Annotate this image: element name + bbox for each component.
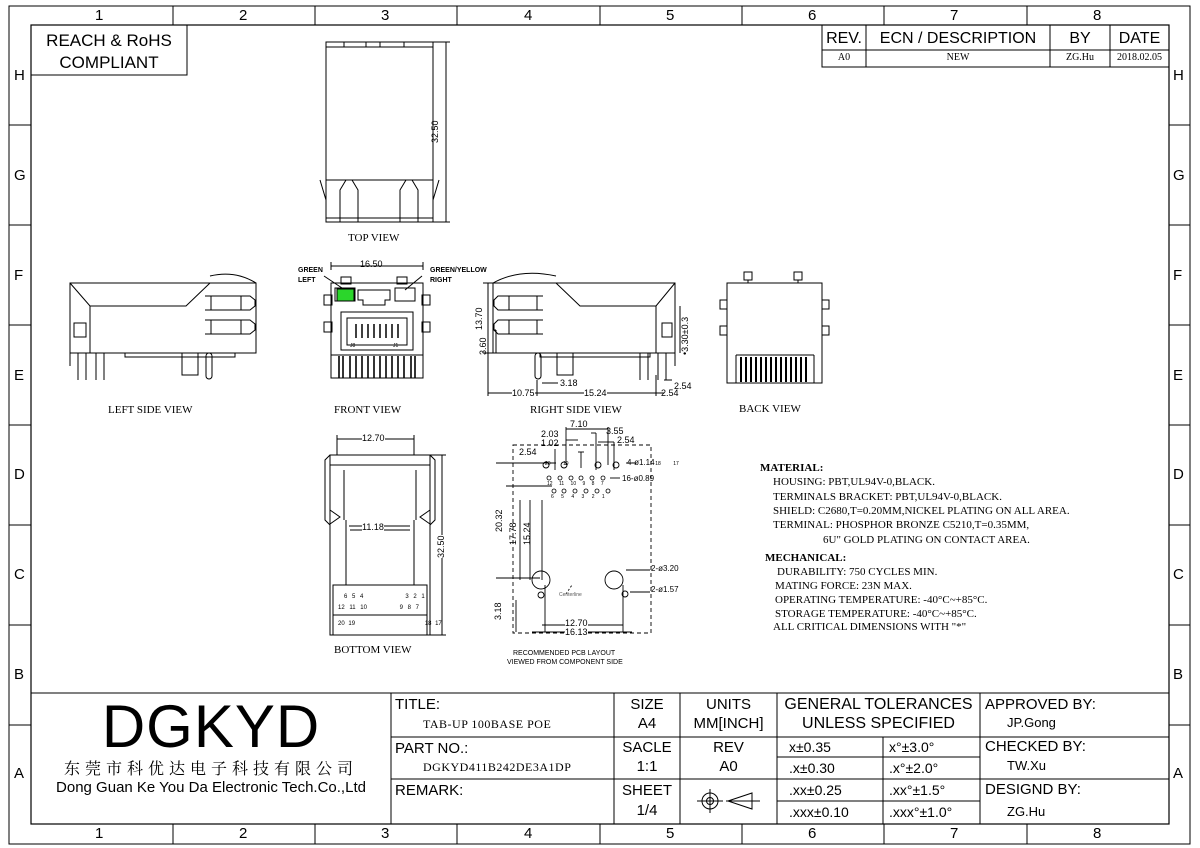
row-label: B [1173,666,1184,683]
rev-label: REV [713,739,744,756]
dim-pcb-12-70: 12.70 [565,618,588,628]
approved-by-value: JP.Gong [1007,715,1056,730]
column-label: 6 [808,825,817,842]
designed-by-value: ZG.Hu [1007,804,1046,819]
company-name-en: Dong Guan Ke You Da Electronic Tech.Co.,Ltd [56,779,366,796]
dim-pcb-7-10: 7.10 [570,419,588,429]
mechanical-line: ALL CRITICAL DIMENSIONS WITH "*" [773,621,967,633]
column-label: 8 [1093,825,1102,842]
bottom-pin-row [338,621,442,627]
dim-right-h3 [681,317,690,355]
tolerance-angular: .xx°±1.5° [889,782,946,798]
scale-label: SACLE [622,739,672,756]
dim-pcb-2-54-right: 2.54 [617,435,635,445]
row-label: A [1173,765,1184,782]
column-label: 3 [381,7,390,24]
pin-number: 11 [349,605,356,611]
rev-row-rev: A0 [837,52,851,63]
column-label: 4 [524,825,533,842]
row-label: E [1173,367,1184,384]
pin-number: 19 [562,461,569,467]
mechanical-heading: MECHANICAL: [765,552,847,564]
pin-number: 12 [547,481,553,487]
row-label: C [1173,566,1184,583]
pin-number: 1 [421,594,425,600]
dim-right-h3-value: 3.30±0.3 [680,316,690,352]
dim-bottom-w2: 11.18 [362,522,384,532]
part-no-label: PART NO.: [395,740,469,757]
rev-header-date: DATE [1118,30,1161,47]
rev-row-by: ZG.Hu [1065,52,1095,63]
pin-number: 7 [415,605,419,611]
row-label: C [14,566,25,583]
dim-right-w5: 2.54 [661,388,679,398]
pin-number: 5 [561,494,564,500]
tolerance-linear: .xxx±0.10 [789,804,849,820]
mechanical-line: MATING FORCE: 23N MAX. [775,580,912,592]
title-label: TITLE: [395,696,441,713]
tolerance-linear: x±0.35 [789,739,831,755]
pin-number: 4 [360,594,364,600]
front-pin-label: J8 [350,343,356,349]
row-label: E [14,367,25,384]
pin-number: 3 [581,494,585,500]
bottom-pin-row [338,605,419,611]
pin-number: 11 [558,481,565,487]
dim-right-w4: 2.54 [674,381,692,391]
pcb-note-line-2: VIEWED FROM COMPONENT SIDE [507,659,623,666]
pin-number: 8 [591,481,595,487]
mechanical-line: DURABILITY: 750 CYCLES MIN. [777,566,938,578]
column-label: 7 [950,825,959,842]
dim-front-width: 16.50 [360,259,383,269]
dim-pcb-hole-114: 4-ø1.14 [627,458,655,467]
view-label-top: TOP VIEW [348,232,400,244]
material-line: HOUSING: PBT,UL94V-0,BLACK. [773,476,935,488]
row-label: F [14,267,24,284]
bottom-pin-row [344,594,425,600]
sheet-label: SHEET [621,782,672,799]
mechanical-line: STORAGE TEMPERATURE: -40°C~+85°C. [775,608,977,620]
checked-by-label: CHECKED BY: [985,738,1086,755]
pin-number: 10 [360,605,367,611]
dim-pcb-2-54-left: 2.54 [519,447,537,457]
company-logo: DGKYD [101,693,321,760]
dim-bottom-w1: 12.70 [362,433,385,443]
column-label: 1 [95,825,104,842]
dim-pcb-hole-089: 16-ø0.89 [622,474,655,483]
checked-by-value: TW.Xu [1007,758,1047,773]
dim-pcb-2-03: 2.03 [541,429,559,439]
view-label-bottom: BOTTOM VIEW [334,644,412,656]
rev-header-by: BY [1069,30,1091,47]
company-name-cn: 东莞市科优达电子科技有限公司 [63,761,358,778]
tolerance-header-2: UNLESS SPECIFIED [802,715,955,732]
pcb-pin-row [551,495,605,500]
dim-pcb-17-78: 17.78 [508,522,518,545]
pin-number: 8 [407,605,411,611]
pin-number: 9 [582,481,586,487]
pin-number: 20 [545,461,551,467]
remark-label: REMARK: [395,782,464,799]
pin-number: 6 [344,594,348,600]
dim-pcb-3-18: 3.18 [493,602,503,620]
row-label: F [1173,267,1183,284]
column-label: 5 [666,825,675,842]
compliance-line-2: COMPLIANT [59,53,159,72]
rev-header-rev: REV. [826,30,862,47]
front-pin-label: J1 [393,343,399,349]
units-label: UNITS [706,696,751,713]
pin-number: 10 [570,481,577,487]
pin-number: 3 [405,594,409,600]
material-line: 6U" GOLD PLATING ON CONTACT AREA. [823,534,1030,546]
rev-value: A0 [719,758,738,775]
dim-pcb-16-13: 16.13 [565,627,588,637]
dim-pcb-3-55: 3.55 [606,426,624,436]
title-value: TAB-UP 100BASE POE [423,717,552,731]
row-label: A [14,765,25,782]
critical-mark: • [680,351,690,355]
pcb-centerline-label: Centerline [559,592,582,598]
designed-by-label: DESIGND BY: [985,781,1081,798]
third-angle-projection-icon [697,789,760,813]
rev-row-description: NEW [946,52,970,63]
column-label: 3 [381,825,390,842]
column-label: 6 [808,7,817,24]
units-value: MM[INCH] [693,715,764,732]
dim-pcb-1-02: 1.02 [541,438,559,448]
pin-number: 9 [399,605,403,611]
dim-right-w1: 10.75 [512,388,535,398]
pin-number: 1 [601,494,605,500]
column-label: 2 [239,825,248,842]
pin-number: 2 [413,594,417,600]
column-label: 7 [950,7,959,24]
material-line: TERMINAL: PHOSPHOR BRONZE C5210,T=0.35MM, [773,519,1030,531]
pin-number: 18 [424,621,432,627]
column-label: 8 [1093,7,1102,24]
view-label-back: BACK VIEW [739,403,801,415]
pcb-pin-row [547,482,604,487]
front-view-drawing [324,259,430,378]
rev-header-description: ECN / DESCRIPTION [879,30,1037,47]
material-line: SHIELD: C2680,T=0.20MM,NICKEL PLATING ON ALL AREA. [773,505,1070,517]
tolerance-linear: .x±0.30 [789,760,835,776]
pin-number: 6 [551,494,554,500]
row-label: B [14,666,25,683]
dim-right-h1: 13.70 [474,307,484,330]
column-label: 2 [239,7,248,24]
dim-pcb-hole-157: 2-ø1.57 [651,585,679,594]
back-view-drawing [720,272,829,383]
pin-number: 7 [600,481,604,487]
dim-pcb-15-24: 15.24 [522,522,532,545]
dim-pcb-20-32: 20.32 [494,509,504,532]
material-line: TERMINALS BRACKET: PBT,UL94V-0,BLACK. [773,491,1002,503]
row-label: H [14,67,25,84]
compliance-line-1: REACH & RoHS [46,31,172,50]
tolerance-angular: .xxx°±1.0° [889,804,953,820]
tolerance-angular: x°±3.0° [889,739,935,755]
dim-right-w3: 3.18 [560,378,578,388]
pin-number: 20 [338,621,345,627]
row-label: D [14,466,25,483]
pin-number: 4 [571,494,575,500]
pcb-pin-row [545,462,679,467]
pin-number: 2 [591,494,595,500]
sheet-value: 1/4 [636,802,658,819]
left-side-view-drawing [70,274,256,380]
part-no-value: DGKYD411B242DE3A1DP [423,760,572,774]
pin-number: 5 [352,594,356,600]
column-label: 4 [524,7,533,24]
size-value: A4 [637,715,657,732]
pcb-note-line-1: RECOMMENDED PCB LAYOUT [513,650,616,657]
size-label: SIZE [630,696,664,713]
pin-number: 12 [338,605,345,611]
pin-number: 17 [435,621,442,627]
row-label: G [1173,167,1185,184]
view-label-right-side: RIGHT SIDE VIEW [530,404,622,416]
tolerance-angular: .x°±2.0° [889,760,939,776]
back-view-pins [741,357,806,382]
approved-by-label: APPROVED BY: [985,696,1096,713]
tolerance-header-1: GENERAL TOLERANCES [784,696,973,713]
column-label: 1 [95,7,104,24]
led-left-label: GREEN [298,267,323,274]
led-right-label: GREEN/YELLOW [430,267,487,274]
led-right-label: RIGHT [430,277,452,284]
material-heading: MATERIAL: [760,462,824,474]
pin-number: 17 [673,461,679,467]
dim-top-height: 32.50 [430,120,440,143]
row-label: H [1173,67,1184,84]
tolerance-linear: .xx±0.25 [789,782,842,798]
column-label: 5 [666,7,675,24]
rev-row-date: 2018.02.05 [1117,52,1162,63]
row-label: D [1173,466,1184,483]
dim-pcb-hole-320: 2-ø3.20 [651,564,679,573]
row-label: G [14,167,26,184]
right-side-view-drawing [483,273,680,396]
pin-number: 18 [655,461,661,467]
led-left-label: LEFT [298,277,316,284]
pin-number: 19 [348,621,356,627]
view-label-front: FRONT VIEW [334,404,402,416]
dim-bottom-h: 32.50 [436,535,446,558]
scale-value: 1:1 [636,758,658,775]
dim-right-w2: 15.24 [584,388,607,398]
view-label-left-side: LEFT SIDE VIEW [108,404,193,416]
dim-right-h2: 3.60 [478,337,488,355]
green-led-indicator [337,289,354,301]
mechanical-line: OPERATING TEMPERATURE: -40°C~+85°C. [775,594,988,606]
